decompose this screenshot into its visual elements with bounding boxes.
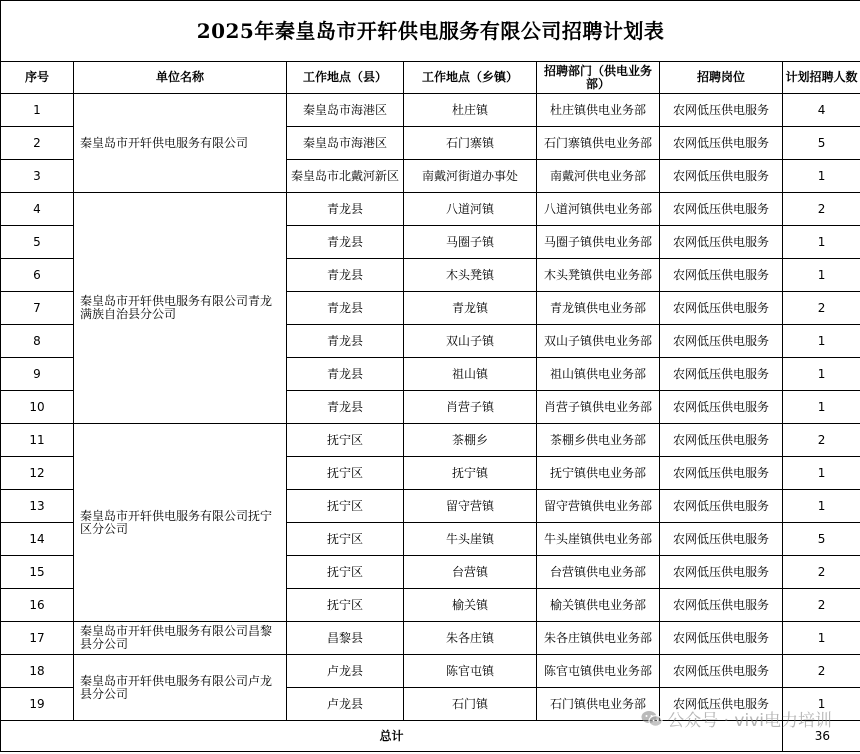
row-post: 农网低压供电服务 [660,589,783,622]
unit-name-cell: 秦皇岛市开轩供电服务有限公司昌黎县分公司 [74,622,287,655]
row-post: 农网低压供电服务 [660,424,783,457]
row-count: 4 [783,94,860,127]
unit-name-cell: 秦皇岛市开轩供电服务有限公司卢龙县分公司 [74,655,287,721]
row-count: 2 [783,655,860,688]
row-post: 农网低压供电服务 [660,490,783,523]
row-count: 1 [783,457,860,490]
row-county: 青龙县 [287,193,404,226]
row-dept: 牛头崖镇供电业务部 [537,523,660,556]
header-dept: 招聘部门（供电业务部） [537,62,660,94]
row-no: 17 [1,622,74,655]
row-dept: 八道河镇供电业务部 [537,193,660,226]
header-town: 工作地点（乡镇） [404,62,537,94]
row-dept: 肖营子镇供电业务部 [537,391,660,424]
row-county: 抚宁区 [287,457,404,490]
row-town: 青龙镇 [404,292,537,325]
row-count: 1 [783,622,860,655]
row-count: 1 [783,391,860,424]
row-no: 14 [1,523,74,556]
row-no: 9 [1,358,74,391]
row-no: 15 [1,556,74,589]
row-county: 抚宁区 [287,424,404,457]
row-town: 抚宁镇 [404,457,537,490]
row-post: 农网低压供电服务 [660,127,783,160]
row-town: 朱各庄镇 [404,622,537,655]
row-dept: 祖山镇供电业务部 [537,358,660,391]
row-town: 杜庄镇 [404,94,537,127]
row-town: 木头凳镇 [404,259,537,292]
row-town: 马圈子镇 [404,226,537,259]
row-dept: 朱各庄镇供电业务部 [537,622,660,655]
row-town: 牛头崖镇 [404,523,537,556]
row-count: 5 [783,127,860,160]
row-post: 农网低压供电服务 [660,457,783,490]
row-county: 昌黎县 [287,622,404,655]
row-count: 1 [783,688,860,721]
row-no: 6 [1,259,74,292]
row-town: 石门镇 [404,688,537,721]
row-town: 八道河镇 [404,193,537,226]
row-post: 农网低压供电服务 [660,655,783,688]
row-no: 7 [1,292,74,325]
total-row [1,721,860,752]
row-town: 祖山镇 [404,358,537,391]
row-county: 秦皇岛市海港区 [287,94,404,127]
row-dept: 马圈子镇供电业务部 [537,226,660,259]
row-post: 农网低压供电服务 [660,259,783,292]
row-county: 秦皇岛市北戴河新区 [287,160,404,193]
row-dept: 陈官屯镇供电业务部 [537,655,660,688]
row-county: 卢龙县 [287,655,404,688]
row-no: 10 [1,391,74,424]
row-count: 1 [783,259,860,292]
row-no: 8 [1,325,74,358]
unit-name-cell: 秦皇岛市开轩供电服务有限公司 [74,94,287,193]
row-count: 2 [783,424,860,457]
row-post: 农网低压供电服务 [660,622,783,655]
row-county: 青龙县 [287,226,404,259]
row-no: 12 [1,457,74,490]
row-post: 农网低压供电服务 [660,160,783,193]
row-town: 双山子镇 [404,325,537,358]
table-row [1,655,860,688]
row-no: 18 [1,655,74,688]
table-row [1,424,860,457]
row-town: 石门寨镇 [404,127,537,160]
row-no: 11 [1,424,74,457]
row-count: 1 [783,325,860,358]
row-town: 茶棚乡 [404,424,537,457]
row-county: 青龙县 [287,292,404,325]
unit-name-cell: 秦皇岛市开轩供电服务有限公司青龙满族自治县分公司 [74,193,287,424]
row-dept: 抚宁镇供电业务部 [537,457,660,490]
row-town: 台营镇 [404,556,537,589]
header-no: 序号 [1,62,74,94]
row-town: 肖营子镇 [404,391,537,424]
table-row [1,622,860,655]
row-post: 农网低压供电服务 [660,688,783,721]
row-count: 5 [783,523,860,556]
row-town: 南戴河街道办事处 [404,160,537,193]
row-county: 青龙县 [287,325,404,358]
row-dept: 杜庄镇供电业务部 [537,94,660,127]
row-post: 农网低压供电服务 [660,193,783,226]
row-no: 2 [1,127,74,160]
row-town: 榆关镇 [404,589,537,622]
row-count: 2 [783,292,860,325]
row-dept: 石门寨镇供电业务部 [537,127,660,160]
row-count: 1 [783,358,860,391]
watermark-text: 公众号 · vivi电力培训 [667,711,832,731]
row-count: 1 [783,226,860,259]
total-value: 36 [783,721,860,752]
row-no: 19 [1,688,74,721]
row-no: 13 [1,490,74,523]
header-unit: 单位名称 [74,62,287,94]
row-dept: 南戴河供电业务部 [537,160,660,193]
row-post: 农网低压供电服务 [660,292,783,325]
row-count: 2 [783,193,860,226]
row-no: 3 [1,160,74,193]
row-county: 青龙县 [287,358,404,391]
row-count: 1 [783,160,860,193]
row-post: 农网低压供电服务 [660,226,783,259]
header-row [1,62,860,94]
row-town: 陈官屯镇 [404,655,537,688]
row-dept: 台营镇供电业务部 [537,556,660,589]
total-label: 总计 [1,721,783,752]
row-count: 2 [783,589,860,622]
unit-name-cell: 秦皇岛市开轩供电服务有限公司抚宁区分公司 [74,424,287,622]
row-no: 1 [1,94,74,127]
row-no: 5 [1,226,74,259]
row-no: 4 [1,193,74,226]
header-count: 计划招聘人数 [783,62,860,94]
row-dept: 双山子镇供电业务部 [537,325,660,358]
table-row [1,193,860,226]
row-post: 农网低压供电服务 [660,391,783,424]
row-dept: 留守营镇供电业务部 [537,490,660,523]
row-county: 秦皇岛市海港区 [287,127,404,160]
table-title: 2025年秦皇岛市开轩供电服务有限公司招聘计划表 [1,1,860,62]
header-county: 工作地点（县） [287,62,404,94]
row-post: 农网低压供电服务 [660,94,783,127]
row-post: 农网低压供电服务 [660,325,783,358]
row-county: 青龙县 [287,259,404,292]
row-town: 留守营镇 [404,490,537,523]
row-count: 2 [783,556,860,589]
row-dept: 榆关镇供电业务部 [537,589,660,622]
row-county: 抚宁区 [287,556,404,589]
row-no: 16 [1,589,74,622]
row-post: 农网低压供电服务 [660,556,783,589]
row-county: 抚宁区 [287,523,404,556]
header-post: 招聘岗位 [660,62,783,94]
row-post: 农网低压供电服务 [660,523,783,556]
row-count: 1 [783,490,860,523]
row-county: 抚宁区 [287,589,404,622]
row-dept: 青龙镇供电业务部 [537,292,660,325]
row-dept: 木头凳镇供电业务部 [537,259,660,292]
table-row [1,94,860,127]
row-county: 卢龙县 [287,688,404,721]
row-dept: 茶棚乡供电业务部 [537,424,660,457]
row-dept: 石门镇供电业务部 [537,688,660,721]
row-post: 农网低压供电服务 [660,358,783,391]
row-county: 青龙县 [287,391,404,424]
row-county: 抚宁区 [287,490,404,523]
